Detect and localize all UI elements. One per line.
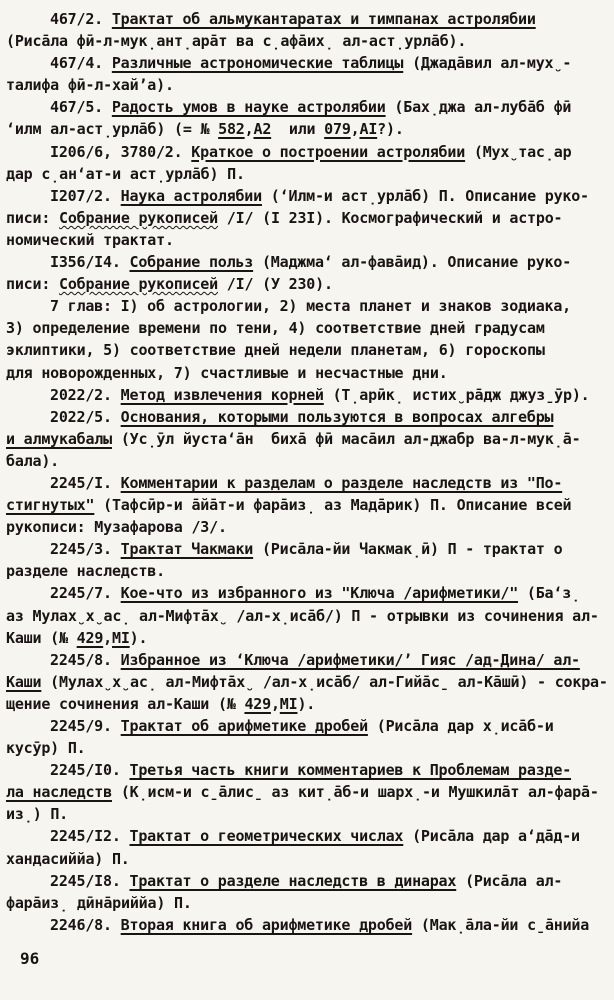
text-line xyxy=(6,362,606,384)
text-line xyxy=(6,605,606,627)
text-segment: (К̣исм-и с̱а̄лис̱ аз кит̣а̄б-и шарх̣-и Мушкила̄т ал-фара̄- xyxy=(111,783,599,802)
text-segment: 2245/I2. xyxy=(50,827,130,846)
underlined-title: МI xyxy=(112,628,130,647)
text-segment: 2245/I. xyxy=(50,473,121,492)
text-segment: кусӯр) П. xyxy=(6,739,86,758)
text-segment: 2022/5. xyxy=(50,407,121,426)
text-segment: 2245/I8. xyxy=(50,871,130,890)
underlined-title: 582 xyxy=(218,120,245,139)
underlined-title: Комментарии к разделам о разделе наследств из "По- xyxy=(120,473,563,492)
text-line xyxy=(6,781,606,803)
underlined-title: А2 xyxy=(253,120,272,139)
underlined-title: Собрание польз xyxy=(129,253,254,272)
text-segment: хандасиййа) П. xyxy=(6,849,130,868)
text-line xyxy=(6,715,606,737)
underlined-title: Радость умов в науке астролябии xyxy=(111,98,386,117)
text-segment: 467/2. xyxy=(50,10,112,28)
text-segment: ?). xyxy=(377,120,404,139)
text-line xyxy=(6,339,606,361)
underlined-title: Вторая книга об арифметике дробей xyxy=(120,915,413,934)
text-segment: (Риса̄ла дар а‘да̄д-и xyxy=(403,827,580,846)
underlined-title: стигнутых" xyxy=(6,496,95,515)
text-segment: ). xyxy=(297,694,316,713)
text-segment: (‘Илм-и аст̣урла̄б) П. Описание руко- xyxy=(261,186,589,205)
underlined-title: Каши xyxy=(6,672,42,691)
text-segment: /I/ (I 23I). Космографический и астро- xyxy=(217,208,563,227)
underlined-title: 429 xyxy=(76,628,104,647)
underlined-title: Третья часть книги комментариев к Проблемам разде- xyxy=(129,761,572,780)
text-segment: ‘илм ал-аст̣урла̄б) (= № xyxy=(6,120,219,139)
text-line xyxy=(6,649,606,671)
text-segment: из̣) П. xyxy=(6,805,69,824)
text-line xyxy=(6,229,606,251)
underlined-title: ла наследств xyxy=(6,783,112,802)
text-segment: , xyxy=(270,694,280,713)
text-line xyxy=(6,803,606,825)
text-line xyxy=(6,848,606,870)
text-segment: 3) определение времени по тени, 4) соответствие дней градусам xyxy=(6,319,545,338)
text-segment: или xyxy=(271,120,325,139)
text-segment: (Ус̣ӯл йуста‘а̄н биха̄ фӣ маса̄ил ал-джабр ва-л-мук̣а̄- xyxy=(111,429,581,448)
text-line xyxy=(6,737,606,759)
text-segment: аз Мулах̮х̮ас̣ ал-Мифта̄х̮ /ал-х̣иса̄б/) П - отрывки из сочинения ал- xyxy=(6,606,599,625)
text-segment: (Бах̣джа ал-луба̄б фӣ xyxy=(385,98,572,117)
text-line xyxy=(6,8,606,30)
text-segment: (Мух̮тас̣ар xyxy=(465,142,572,161)
text-segment: 2245/9. xyxy=(50,717,121,735)
text-segment: (Ба‘з̣ xyxy=(518,584,581,603)
underlined-title: Трактат об арифметике дробей xyxy=(120,717,368,735)
text-line xyxy=(6,118,606,140)
text-line xyxy=(6,141,606,163)
text-segment: (Джада̄вил ал-мух̮- xyxy=(403,54,572,73)
text-segment: (Маджма‘ ал-фава̄ид). Описание руко- xyxy=(253,253,572,272)
text-line xyxy=(6,870,606,892)
text-line xyxy=(6,384,606,406)
underlined-title: Трактат об альмукантаратах и тимпанах астролябии xyxy=(111,10,536,28)
underlined-title: Трактат о разделе наследств в динарах xyxy=(129,871,457,890)
text-line xyxy=(6,759,606,781)
text-segment: I207/2. xyxy=(50,186,121,205)
text-line xyxy=(6,494,606,516)
underlined-title: Трактат о геометрических числах xyxy=(129,827,404,846)
text-segment: (Риса̄ла фӣ-л-мук̣ант̣ара̄т ва с̣афа̄их̣ ал-аст̣урла̄б). xyxy=(6,32,467,51)
text-segment: бала). xyxy=(6,451,59,470)
text-segment: 2245/3. xyxy=(50,540,121,559)
text-segment: (Риса̄ла дар х̣иса̄б-и xyxy=(367,717,554,735)
text-segment: 2245/I0. xyxy=(50,761,130,780)
text-segment: (Мулах̮х̮ас̣ ал-Мифта̄х̮ /ал-х̣иса̄б/ ал-Гийа̄с̱ ал-Ка̄шӣ) - сокра- xyxy=(41,672,608,691)
text-segment: 2245/7. xyxy=(50,584,121,603)
text-line xyxy=(6,52,606,74)
text-segment: 467/4. xyxy=(50,54,112,73)
text-line xyxy=(6,317,606,339)
text-block xyxy=(6,8,606,936)
underlined-title: Кое-что из избранного из "Ключа /арифметики/" xyxy=(120,584,519,603)
text-segment: дар с̣ан‘ат-и аст̣урла̄б) П. xyxy=(6,164,245,183)
text-segment: , xyxy=(350,120,360,139)
text-line xyxy=(6,207,606,229)
text-segment: , xyxy=(103,628,112,647)
text-line xyxy=(6,251,606,273)
text-segment: номический трактат. xyxy=(6,230,174,249)
text-segment: 467/5. xyxy=(50,98,112,117)
text-segment: 2245/8. xyxy=(50,650,121,669)
text-segment: талифа фӣ-л-хай’а). xyxy=(6,76,174,95)
text-segment: ). xyxy=(129,628,148,647)
text-line xyxy=(6,472,606,494)
text-segment: , xyxy=(244,120,254,139)
text-line xyxy=(6,273,606,295)
text-line xyxy=(6,671,606,693)
text-line xyxy=(6,538,606,560)
page-number: 96 xyxy=(20,949,40,968)
text-line xyxy=(6,892,606,914)
text-segment: I206/6, 3780/2. xyxy=(50,142,192,161)
text-line xyxy=(6,693,606,715)
text-segment: (Риса̄ла-йи Чакмак̣ӣ) П - трактат о xyxy=(253,540,563,559)
text-line xyxy=(6,428,606,450)
underlined-title: и алмукабалы xyxy=(6,429,112,448)
text-segment: писи: xyxy=(6,208,59,227)
text-line xyxy=(6,74,606,96)
underlined-title: Краткое о построении астролябии xyxy=(191,142,466,161)
underlined-title: Различные астрономические таблицы xyxy=(111,54,404,73)
text-segment: фара̄из̣ дӣна̄риййа) П. xyxy=(6,893,192,912)
text-segment: (Риса̄ла ал- xyxy=(456,871,563,890)
text-segment: разделе наследств. xyxy=(6,562,165,581)
underlined-title: Трактат Чакмаки xyxy=(120,540,254,559)
text-segment: для новорожденных, 7) счастливые и несчастные дни. xyxy=(6,363,448,382)
text-line xyxy=(6,450,606,472)
text-line xyxy=(6,96,606,118)
text-segment: 2022/2. xyxy=(50,385,121,404)
text-segment: I356/I4. xyxy=(50,253,130,272)
text-line xyxy=(6,185,606,207)
text-line xyxy=(6,30,606,52)
text-line xyxy=(6,163,606,185)
text-segment: эклиптики, 5) соответствие дней недели планетам, 6) гороскопы xyxy=(6,341,545,360)
underlined-title: Основания, которыми пользуются в вопросах алгебры xyxy=(120,407,554,426)
text-segment: 2246/8. xyxy=(50,915,121,934)
text-line xyxy=(6,295,606,317)
text-line xyxy=(6,560,606,582)
text-segment: /I/ (У 230). xyxy=(217,275,333,294)
text-segment: писи: xyxy=(6,275,59,294)
wavy-underlined-reference: Собрание рукописей xyxy=(59,275,218,294)
text-segment: (Т̣арӣк̣ истих̮ра̄дж джуз̱ӯр). xyxy=(323,385,590,404)
text-segment: щение сочинения ал-Каши (№ xyxy=(6,694,245,713)
text-segment: (Тафсӣр-и а̄йа̄т-и фара̄из̣ аз Мада̄рик) П. Описание всей xyxy=(94,496,572,515)
underlined-title: Наука астролябии xyxy=(120,186,262,205)
text-line xyxy=(6,825,606,847)
underlined-title: Избранное из ‘Ключа /арифметики/’ Гияс /ад-Дина/ ал- xyxy=(120,650,580,669)
wavy-underlined-reference: Собрание рукописей xyxy=(59,208,218,227)
text-segment: (Мак̣а̄ла-йи с̱а̄нийа xyxy=(412,915,590,934)
underlined-title: МI xyxy=(279,694,298,713)
text-line xyxy=(6,582,606,604)
underlined-title: 079 xyxy=(324,120,351,139)
text-line xyxy=(6,914,606,936)
text-line xyxy=(6,516,606,538)
text-segment: Каши (№ xyxy=(6,628,77,647)
text-line xyxy=(6,627,606,649)
underlined-title: Метод извлечения корней xyxy=(120,385,324,404)
text-line xyxy=(6,406,606,428)
text-segment: рукописи: Музафарова /3/. xyxy=(6,518,227,537)
underlined-title: 429 xyxy=(244,694,271,713)
underlined-title: АI xyxy=(359,120,378,139)
text-segment: 7 глав: I) об астрологии, 2) места планет и знаков зодиака, xyxy=(50,297,572,316)
